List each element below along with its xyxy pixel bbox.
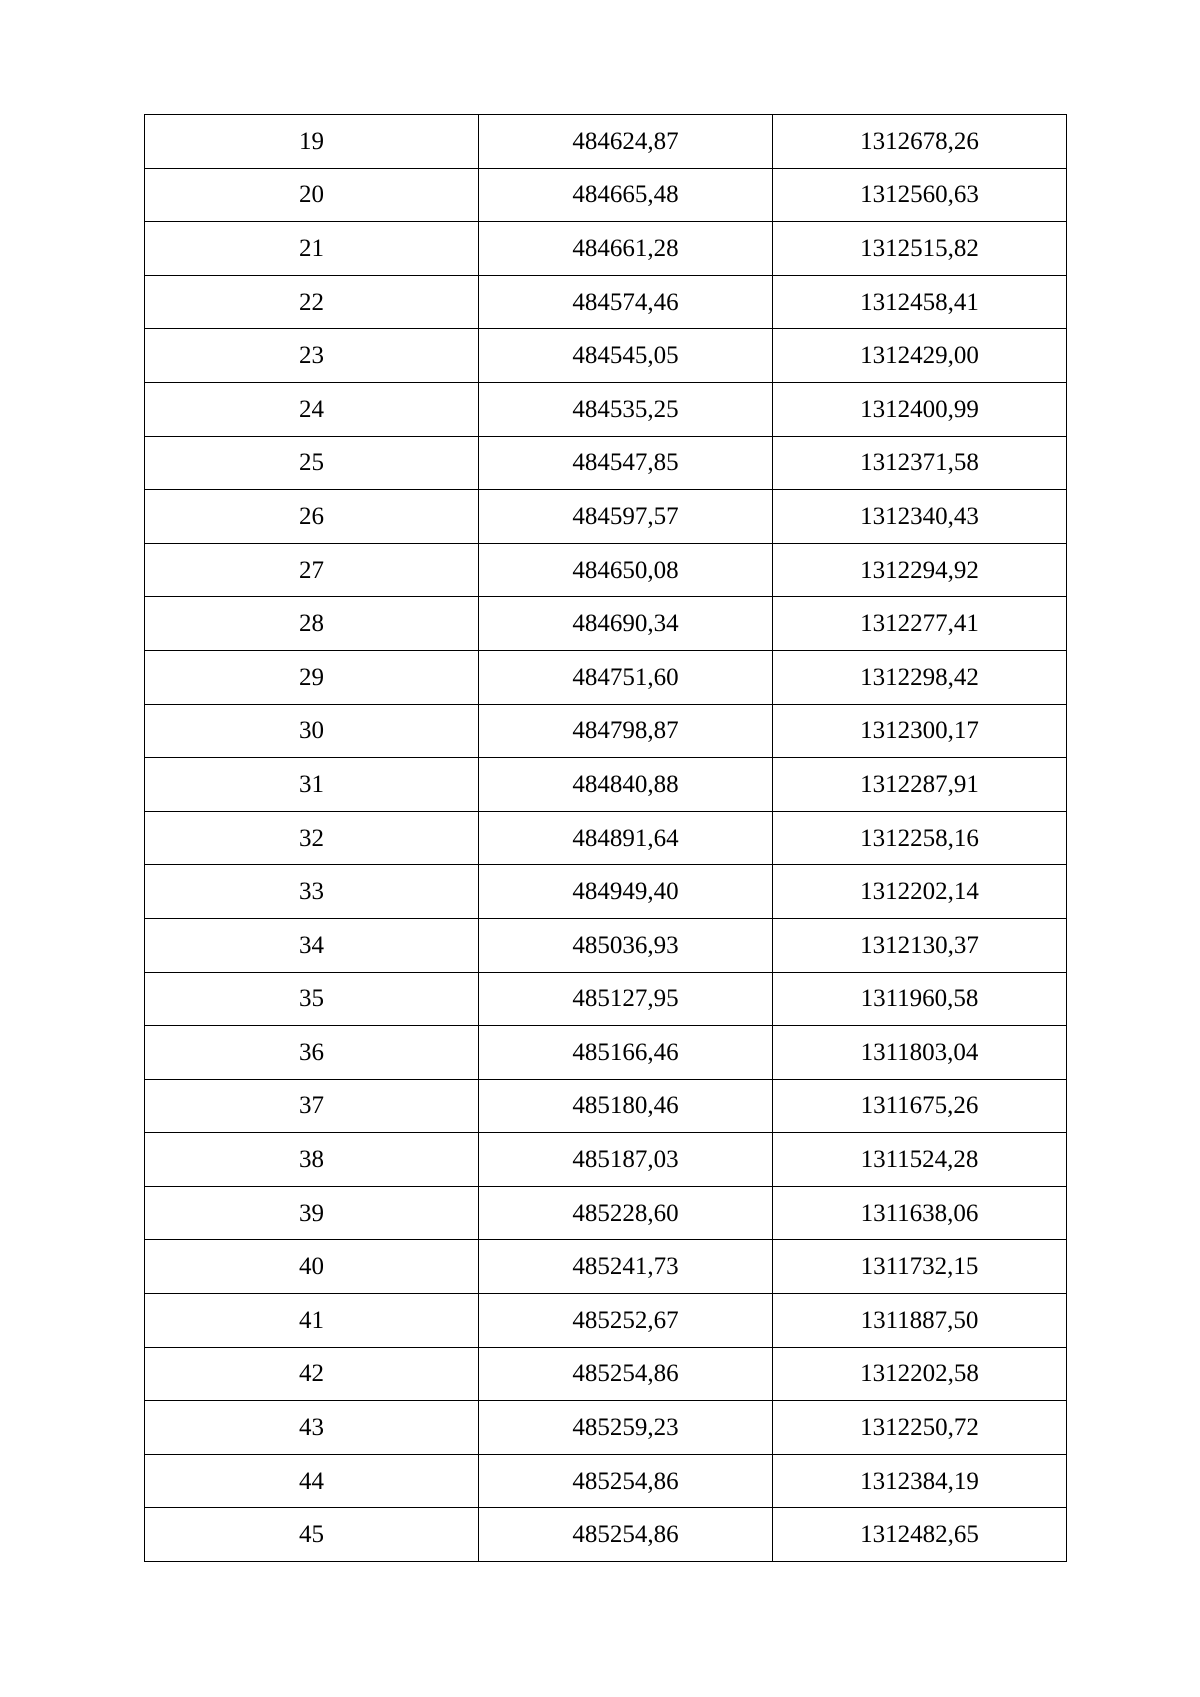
x-coordinate-cell: 485166,46 [479,1026,773,1080]
point-number-cell: 34 [145,918,479,972]
y-coordinate-cell: 1312300,17 [773,704,1067,758]
table-row [145,811,1067,865]
table-row [145,865,1067,919]
point-number-cell: 21 [145,222,479,276]
y-coordinate-cell: 1312287,91 [773,758,1067,812]
x-coordinate-cell: 485254,86 [479,1454,773,1508]
x-coordinate-cell: 485254,86 [479,1508,773,1562]
x-coordinate-cell: 484751,60 [479,650,773,704]
table-row [145,704,1067,758]
point-number-cell: 26 [145,490,479,544]
point-number-cell: 28 [145,597,479,651]
y-coordinate-cell: 1312515,82 [773,222,1067,276]
table-row [145,329,1067,383]
coordinates-table-body [145,115,1067,1562]
x-coordinate-cell: 484949,40 [479,865,773,919]
table-row [145,382,1067,436]
x-coordinate-cell: 484798,87 [479,704,773,758]
x-coordinate-cell: 484574,46 [479,275,773,329]
y-coordinate-cell: 1311675,26 [773,1079,1067,1133]
table-row [145,1186,1067,1240]
point-number-cell: 33 [145,865,479,919]
table-row [145,168,1067,222]
table-row [145,918,1067,972]
point-number-cell: 27 [145,543,479,597]
y-coordinate-cell: 1312294,92 [773,543,1067,597]
x-coordinate-cell: 485228,60 [479,1186,773,1240]
x-coordinate-cell: 484891,64 [479,811,773,865]
y-coordinate-cell: 1312130,37 [773,918,1067,972]
y-coordinate-cell: 1311638,06 [773,1186,1067,1240]
y-coordinate-cell: 1312250,72 [773,1401,1067,1455]
x-coordinate-cell: 485036,93 [479,918,773,972]
point-number-cell: 38 [145,1133,479,1187]
y-coordinate-cell: 1312678,26 [773,115,1067,169]
table-row [145,1240,1067,1294]
y-coordinate-cell: 1312371,58 [773,436,1067,490]
y-coordinate-cell: 1311887,50 [773,1294,1067,1348]
point-number-cell: 30 [145,704,479,758]
point-number-cell: 40 [145,1240,479,1294]
x-coordinate-cell: 485180,46 [479,1079,773,1133]
table-row [145,1347,1067,1401]
point-number-cell: 29 [145,650,479,704]
table-row [145,115,1067,169]
table-row [145,1454,1067,1508]
table-row [145,1079,1067,1133]
point-number-cell: 19 [145,115,479,169]
table-row [145,222,1067,276]
x-coordinate-cell: 485127,95 [479,972,773,1026]
x-coordinate-cell: 484840,88 [479,758,773,812]
table-row [145,275,1067,329]
x-coordinate-cell: 484545,05 [479,329,773,383]
x-coordinate-cell: 484690,34 [479,597,773,651]
y-coordinate-cell: 1312277,41 [773,597,1067,651]
point-number-cell: 32 [145,811,479,865]
point-number-cell: 41 [145,1294,479,1348]
y-coordinate-cell: 1311524,28 [773,1133,1067,1187]
x-coordinate-cell: 485241,73 [479,1240,773,1294]
table-row [145,1026,1067,1080]
table-row [145,436,1067,490]
table-row [145,597,1067,651]
y-coordinate-cell: 1311732,15 [773,1240,1067,1294]
x-coordinate-cell: 484665,48 [479,168,773,222]
point-number-cell: 24 [145,382,479,436]
point-number-cell: 42 [145,1347,479,1401]
table-row [145,758,1067,812]
point-number-cell: 39 [145,1186,479,1240]
y-coordinate-cell: 1312202,58 [773,1347,1067,1401]
x-coordinate-cell: 484535,25 [479,382,773,436]
point-number-cell: 20 [145,168,479,222]
y-coordinate-cell: 1312340,43 [773,490,1067,544]
x-coordinate-cell: 485187,03 [479,1133,773,1187]
table-row [145,972,1067,1026]
y-coordinate-cell: 1312458,41 [773,275,1067,329]
point-number-cell: 25 [145,436,479,490]
x-coordinate-cell: 484661,28 [479,222,773,276]
y-coordinate-cell: 1312400,99 [773,382,1067,436]
y-coordinate-cell: 1312482,65 [773,1508,1067,1562]
table-row [145,490,1067,544]
table-row [145,1133,1067,1187]
x-coordinate-cell: 485259,23 [479,1401,773,1455]
x-coordinate-cell: 484650,08 [479,543,773,597]
x-coordinate-cell: 485252,67 [479,1294,773,1348]
table-row [145,1294,1067,1348]
y-coordinate-cell: 1311803,04 [773,1026,1067,1080]
x-coordinate-cell: 484597,57 [479,490,773,544]
point-number-cell: 31 [145,758,479,812]
y-coordinate-cell: 1312202,14 [773,865,1067,919]
table-row [145,1401,1067,1455]
y-coordinate-cell: 1312298,42 [773,650,1067,704]
coordinates-table [144,114,1067,1562]
point-number-cell: 36 [145,1026,479,1080]
table-row [145,543,1067,597]
table-row [145,1508,1067,1562]
point-number-cell: 37 [145,1079,479,1133]
table-row [145,650,1067,704]
point-number-cell: 45 [145,1508,479,1562]
point-number-cell: 23 [145,329,479,383]
point-number-cell: 35 [145,972,479,1026]
point-number-cell: 44 [145,1454,479,1508]
y-coordinate-cell: 1312560,63 [773,168,1067,222]
point-number-cell: 22 [145,275,479,329]
point-number-cell: 43 [145,1401,479,1455]
x-coordinate-cell: 484624,87 [479,115,773,169]
x-coordinate-cell: 484547,85 [479,436,773,490]
y-coordinate-cell: 1312429,00 [773,329,1067,383]
y-coordinate-cell: 1311960,58 [773,972,1067,1026]
x-coordinate-cell: 485254,86 [479,1347,773,1401]
y-coordinate-cell: 1312258,16 [773,811,1067,865]
y-coordinate-cell: 1312384,19 [773,1454,1067,1508]
